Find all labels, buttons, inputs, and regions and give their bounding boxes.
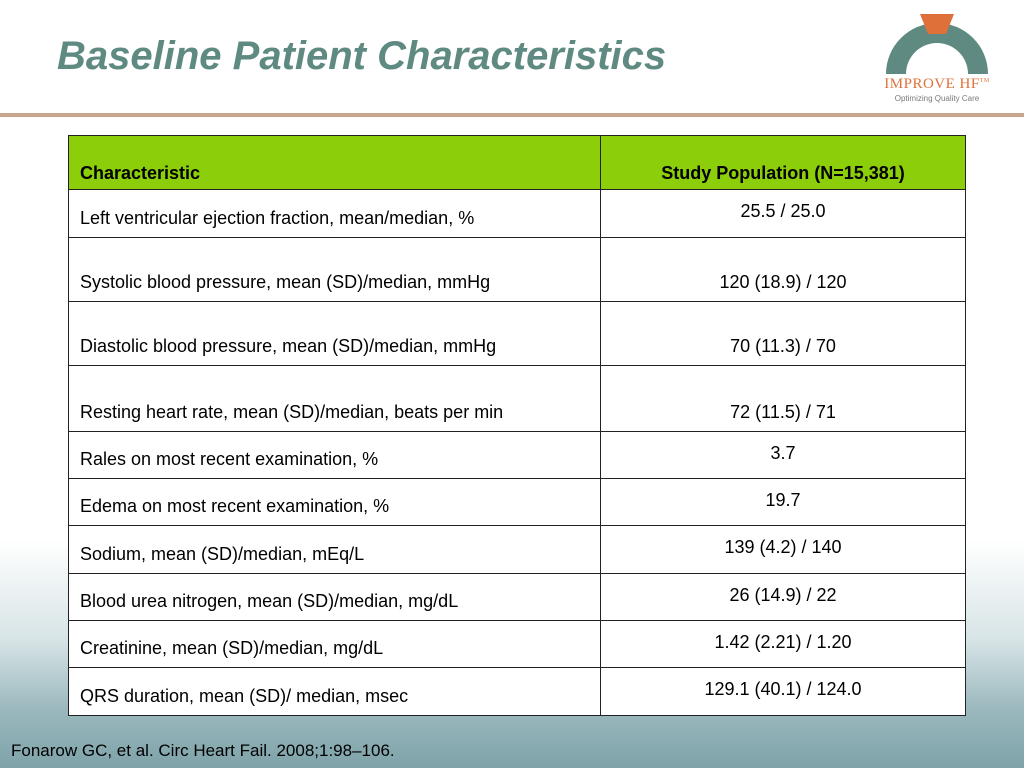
table-row (69, 366, 966, 432)
table-row (69, 302, 966, 366)
characteristic-cell: Blood urea nitrogen, mean (SD)/median, mg/dL (69, 574, 601, 621)
table-row (69, 621, 966, 668)
slide-title: Baseline Patient Characteristics (57, 34, 667, 78)
logo-tagline: Optimizing Quality Care (894, 94, 980, 103)
value-cell: 70 (11.3) / 70 (601, 302, 966, 366)
characteristic-cell: Systolic blood pressure, mean (SD)/median, mmHg (69, 238, 601, 302)
value-cell: 120 (18.9) / 120 (601, 238, 966, 302)
table-row (69, 668, 966, 716)
column-header-characteristic: Characteristic (69, 136, 601, 190)
column-header-study-population: Study Population (N=15,381) (601, 136, 966, 190)
table-row (69, 190, 966, 238)
value-cell: 26 (14.9) / 22 (601, 574, 966, 621)
value-cell: 129.1 (40.1) / 124.0 (601, 668, 966, 716)
characteristic-cell: Diastolic blood pressure, mean (SD)/median, mmHg (69, 302, 601, 366)
table-row (69, 574, 966, 621)
value-cell: 19.7 (601, 479, 966, 526)
title-divider (0, 113, 1024, 117)
table-row (69, 526, 966, 574)
logo-name: IMPROVE HF™ (884, 76, 990, 92)
characteristic-cell: Rales on most recent examination, % (69, 432, 601, 479)
characteristic-cell: Sodium, mean (SD)/median, mEq/L (69, 526, 601, 574)
value-cell: 72 (11.5) / 71 (601, 366, 966, 432)
value-cell: 25.5 / 25.0 (601, 190, 966, 238)
characteristic-cell: QRS duration, mean (SD)/ median, msec (69, 668, 601, 716)
table-row (69, 238, 966, 302)
citation: Fonarow GC, et al. Circ Heart Fail. 2008;1:98–106. (11, 741, 395, 760)
table-header-row (69, 136, 966, 190)
characteristics-table (68, 135, 966, 716)
characteristic-cell: Edema on most recent examination, % (69, 479, 601, 526)
value-cell: 3.7 (601, 432, 966, 479)
improve-hf-logo (862, 12, 1012, 104)
characteristic-cell: Creatinine, mean (SD)/median, mg/dL (69, 621, 601, 668)
arch-logo-icon (880, 12, 994, 76)
value-cell: 139 (4.2) / 140 (601, 526, 966, 574)
value-cell: 1.42 (2.21) / 1.20 (601, 621, 966, 668)
characteristic-cell: Resting heart rate, mean (SD)/median, beats per min (69, 366, 601, 432)
table-row (69, 479, 966, 526)
characteristic-cell: Left ventricular ejection fraction, mean/median, % (69, 190, 601, 238)
table-row (69, 432, 966, 479)
